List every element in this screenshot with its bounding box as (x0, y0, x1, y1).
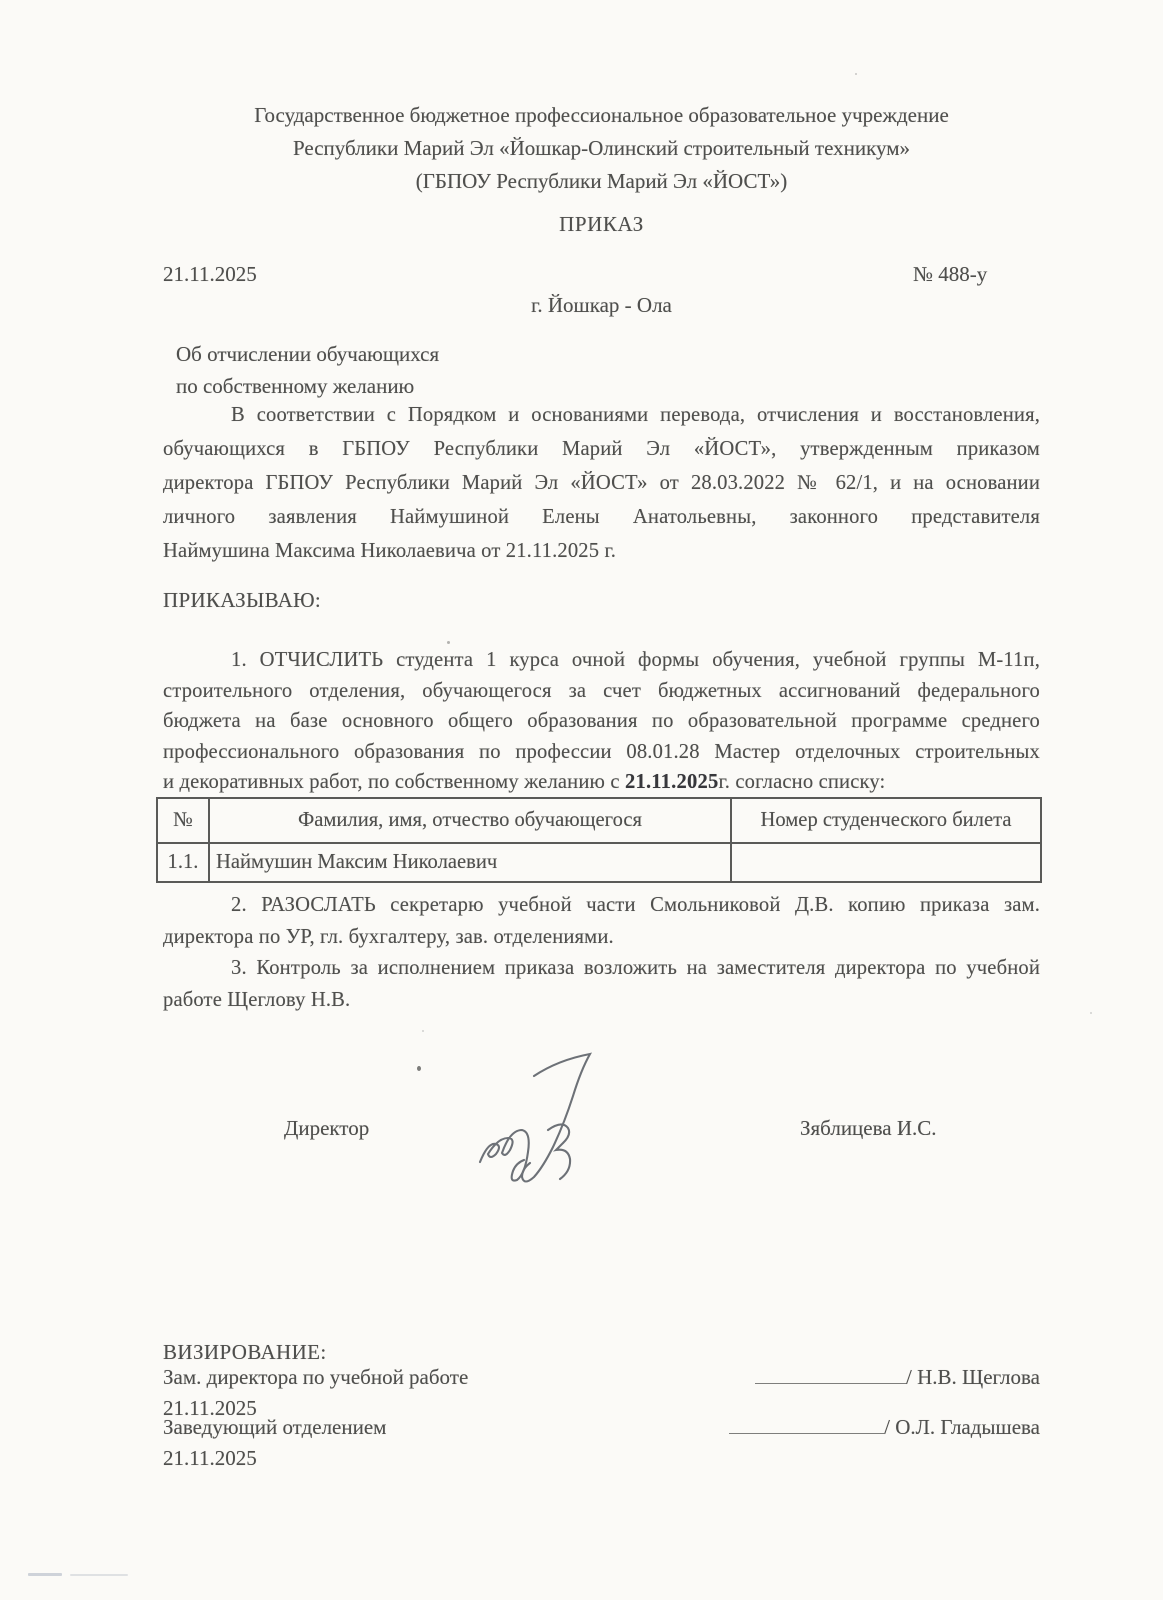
preamble-paragraph (163, 398, 1040, 568)
item2-line: 2. РАЗОСЛАТЬ секретарю учебной части Смольниковой Д.В. копию приказа зам. (231, 894, 1040, 916)
table-header-ticket: Номер студенческого билета (731, 798, 1041, 843)
vising-title: ВИЗИРОВАНИЕ: (163, 1340, 327, 1364)
preamble-line: обучающихся в ГБПОУ Республики Марий Эл «ЙОСТ», утвержденным приказом (163, 438, 1040, 460)
row-number-cell: 1.1. (157, 843, 209, 882)
org-name-line-3: (ГБПОУ Республики Марий Эл «ЙОСТ») (415, 169, 788, 193)
vising-date-2: 21.11.2025 (163, 1446, 257, 1470)
table-header-name: Фамилия, имя, отчество обучающегося (209, 798, 731, 843)
preamble-line: В соответствии с Порядком и основаниями перевода, отчисления и восстановления, (231, 404, 1040, 426)
subject-line-1: Об отчислении обучающихся (176, 342, 440, 366)
org-header (163, 99, 1040, 198)
order-items-2-3 (163, 890, 1040, 1016)
org-name-line-2: Республики Марий Эл «Йошкар-Олинский строительный техникум» (292, 136, 911, 160)
subject-line-2: по собственному желанию (176, 374, 415, 398)
director-name: Зяблицева И.С. (800, 1116, 937, 1140)
vising-row-2 (163, 1414, 1040, 1440)
preamble-line: личного заявления Наймушиной Елены Анатольевны, законного представителя (163, 506, 1040, 528)
order-item-1 (163, 645, 1040, 798)
scan-artifact-line (28, 1573, 62, 1576)
vising-date-1: 21.11.2025 (163, 1396, 257, 1420)
scan-artifact-dot (417, 1066, 421, 1071)
ticket-number-cell (731, 843, 1041, 882)
vising-role-1: Зам. директора по учебной работе (163, 1364, 469, 1389)
order-date: 21.11.2025 (163, 262, 257, 286)
item1-last-line-pre: и декоративных работ, по собственному желанию с (163, 771, 625, 793)
item3-line: работе Щеглову Н.В. (163, 988, 351, 1011)
signature-stroke-loops (480, 1130, 529, 1181)
vising-row-1 (163, 1364, 1040, 1390)
subject-block (176, 338, 439, 402)
city-line: г. Йошкар - Ола (531, 293, 672, 317)
signature-line (755, 1364, 906, 1384)
signature-stroke-seven (522, 1054, 590, 1182)
table-header-num: № (157, 798, 209, 843)
scan-artifact-dot (422, 1030, 424, 1032)
item2-line: директора по УР, гл. бухгалтеру, зав. отделениями. (163, 925, 614, 948)
students-table (156, 797, 1042, 883)
signer-name-2: / О.Л. Гладышева (884, 1414, 1040, 1439)
scan-artifact-dot (855, 73, 857, 75)
item1-last-line-post: г. согласно списку: (718, 771, 886, 793)
signature-image (478, 1050, 604, 1195)
order-number: № 488-у (913, 262, 988, 286)
resolution-heading: ПРИКАЗЫВАЮ: (163, 588, 322, 612)
director-role-label: Директор (284, 1116, 370, 1140)
scan-artifact-line (70, 1574, 128, 1576)
item1-line: бюджета на базе основного общего образования по образовательной программе среднего (163, 710, 1040, 732)
order-title: ПРИКАЗ (559, 212, 644, 236)
signer-name-1: / Н.В. Щеглова (906, 1364, 1040, 1389)
org-name-line-1: Государственное бюджетное профессиональное образовательное учреждение (254, 103, 949, 127)
table-header-row (157, 798, 1041, 843)
vising-section (163, 1340, 1040, 1480)
table-row (157, 843, 1041, 882)
scan-artifact-dot (1090, 1012, 1092, 1014)
item1-last-line (163, 767, 1040, 798)
preamble-line: директора ГБПОУ Республики Марий Эл «ЙОСТ» от 28.03.2022 № 62/1, и на основании (163, 472, 1040, 494)
item1-line: строительного отделения, обучающегося за счет бюджетных ассигнований федерального (163, 679, 1040, 702)
signature-line (729, 1414, 884, 1434)
item3-line: 3. Контроль за исполнением приказа возложить на заместителя директора по учебной (231, 957, 1040, 979)
item1-line: 1. ОТЧИСЛИТЬ студента 1 курса очной формы обучения, учебной группы М-11п, (231, 649, 1040, 671)
vising-role-2: Заведующий отделением (163, 1414, 387, 1439)
vising-sign-1 (755, 1364, 1040, 1390)
vising-sign-2 (729, 1414, 1040, 1440)
item1-line: профессионального образования по профессии 08.01.28 Мастер отделочных строительных (163, 740, 1040, 763)
preamble-line: Наймушина Максима Николаевича от 21.11.2025 г. (163, 540, 617, 562)
student-name-cell: Наймушин Максим Николаевич (209, 843, 731, 882)
scan-artifact-dot (447, 641, 450, 644)
date-number-row (163, 262, 1040, 295)
dismissal-date-bold: 21.11.2025 (624, 771, 719, 793)
